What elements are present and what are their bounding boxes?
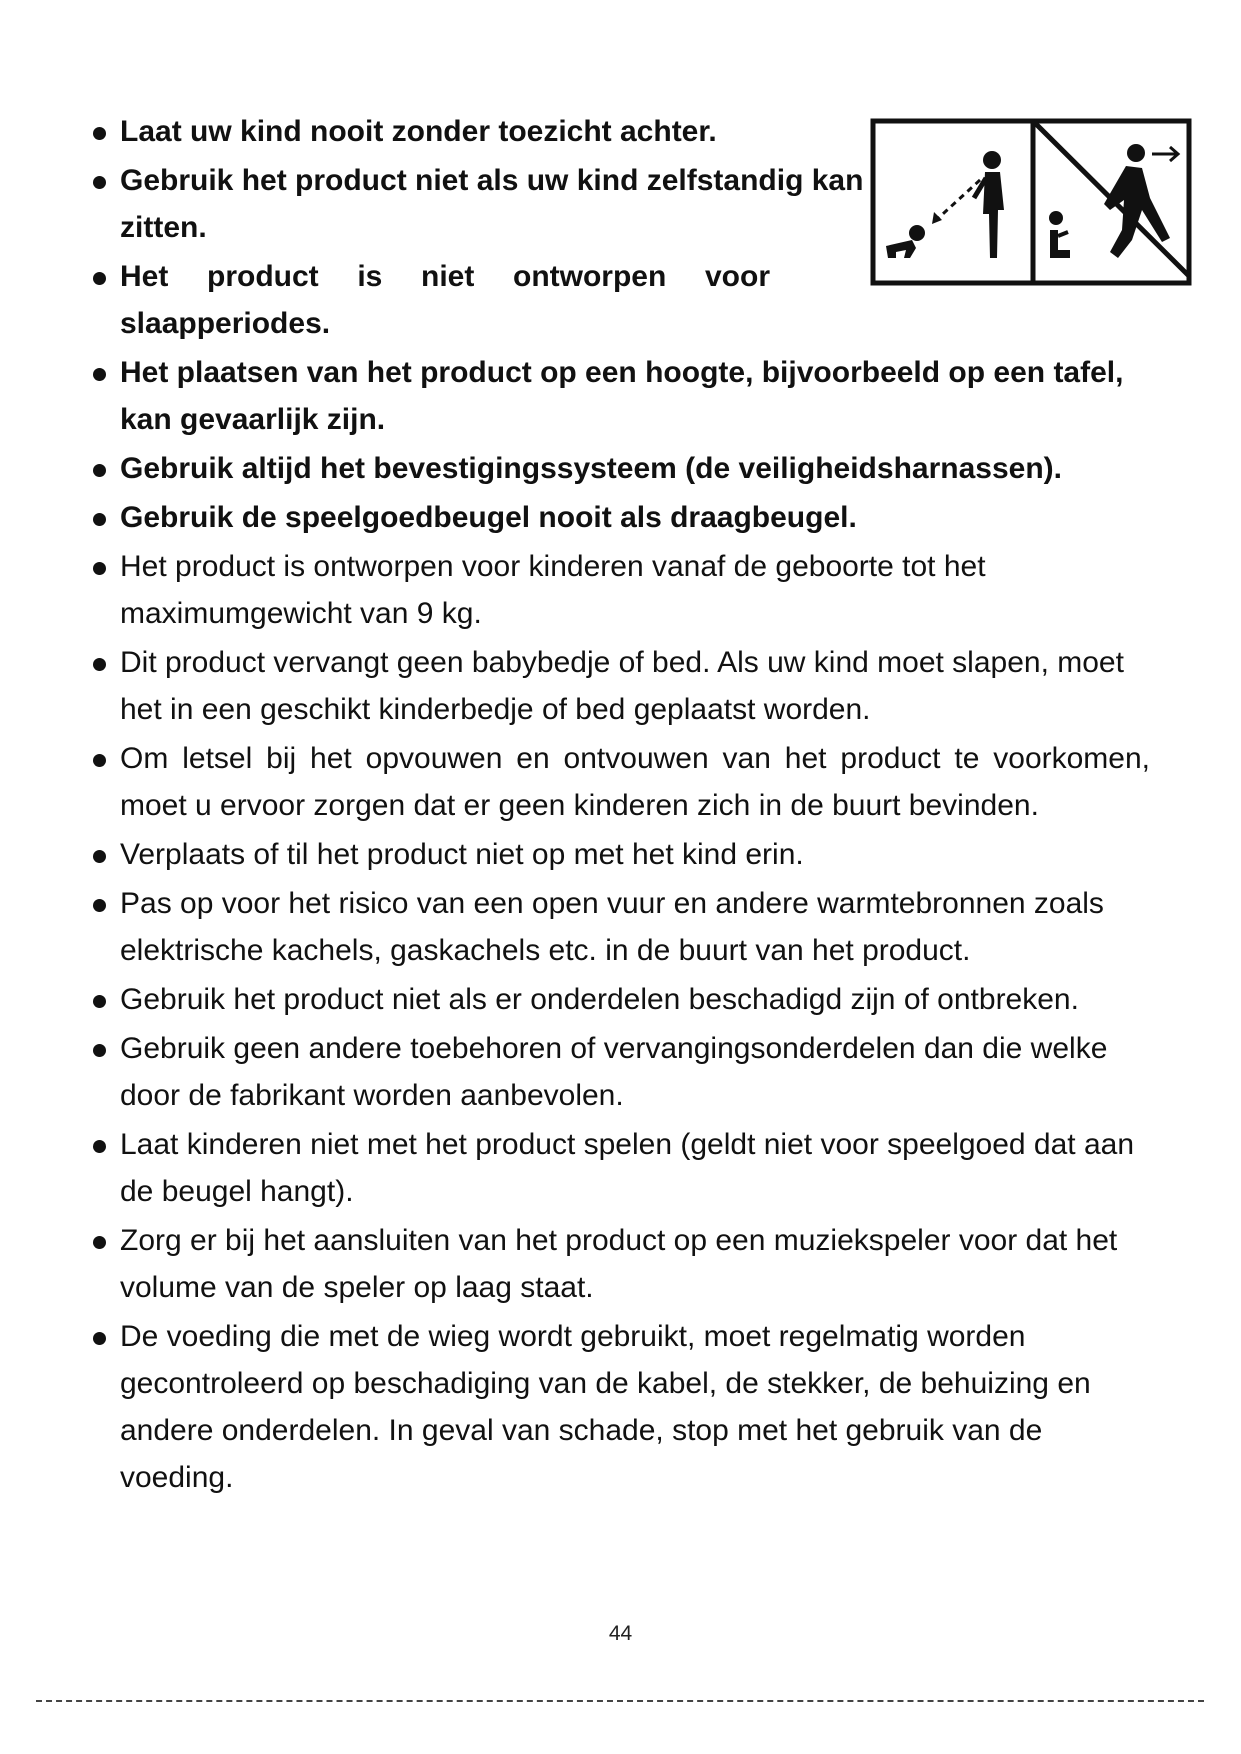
bullet-icon [93,850,106,863]
bullet-icon [93,1044,106,1057]
warning-item [90,880,1150,974]
warning-text: Het plaatsen van het product op een hoogte, bijvoorbeeld op een tafel, kan gevaarlijk zijn. [120,356,1124,436]
bullet-icon [93,899,106,912]
warning-item [90,253,770,347]
bullet-icon [93,368,106,381]
warning-item [90,735,1150,829]
safety-warnings-list [90,108,1150,1503]
warning-item [90,639,1150,733]
warning-item [90,543,1150,637]
bullet-icon [93,562,106,575]
warning-item [90,494,1150,541]
bullet-icon [93,995,106,1008]
bullet-icon [93,1236,106,1249]
bullet-icon [93,1332,106,1345]
warning-item [90,976,1150,1023]
bullet-icon [93,513,106,526]
bullet-icon [93,272,106,285]
warning-text: Gebruik het product niet als uw kind zelfstandig kan zitten. [120,164,864,244]
warning-text: Laat kinderen niet met het product spelen (geldt niet voor speelgoed dat aan de beugel hangt). [120,1128,1135,1208]
warning-text: Laat uw kind nooit zonder toezicht achter. [120,115,717,148]
warning-text: Gebruik de speelgoedbeugel nooit als draagbeugel. [120,501,857,534]
bullet-icon [93,464,106,477]
bullet-icon [93,176,106,189]
warning-item [90,1121,1150,1215]
bullet-icon [93,127,106,140]
warning-text: Gebruik geen andere toebehoren of vervangingsonderdelen dan die welke door de fabrikant worden aanbevolen. [120,1032,1108,1112]
warning-text: Zorg er bij het aansluiten van het product op een muziekspeler voor dat het volume van de speler op laag staat. [120,1224,1118,1304]
warning-text: Gebruik altijd het bevestigingssysteem (de veiligheidsharnassen). [120,452,1062,485]
bullet-icon [93,658,106,671]
warning-text: Dit product vervangt geen babybedje of bed. Als uw kind moet slapen, moet het in een geschikt kinderbedje of bed geplaatst worden. [120,646,1124,726]
bullet-icon [93,1140,106,1153]
warning-item [90,108,880,155]
warning-item [90,831,1150,878]
warning-text: Pas op voor het risico van een open vuur en andere warmtebronnen zoals elektrische kachels, gaskachels etc. in de buurt van het product. [120,887,1104,967]
warning-item [90,1025,1150,1119]
warning-text: Het product is ontworpen voor kinderen vanaf de geboorte tot het maximumgewicht van 9 kg. [120,550,986,630]
warning-item [90,1217,1150,1311]
warning-text: Het product is niet ontworpen voor slaapperiodes. [120,260,770,340]
warning-text: De voeding die met de wieg wordt gebruikt, moet regelmatig worden gecontroleerd op beschadiging van de kabel, de stekker, de behuizing en andere onderdelen. In geval van schade, stop met het gebruik van de voeding. [120,1320,1091,1494]
page-number: 44 [608,1622,633,1645]
warning-text: Om letsel bij het opvouwen en ontvouwen van het product te voorkomen, moet u ervoor zorgen dat er geen kinderen zich in de buurt bevinden. [120,742,1150,822]
warning-text: Verplaats of til het product niet op met het kind erin. [120,838,804,871]
warning-item [90,1313,1150,1501]
exit-arrow-icon [1152,147,1178,161]
warning-item [90,349,1150,443]
warning-item [90,445,1150,492]
warning-item [90,157,880,251]
bullet-icon [93,754,106,767]
warning-text: Gebruik het product niet als er onderdelen beschadigd zijn of ontbreken. [120,983,1079,1016]
footer-divider [36,1700,1204,1702]
